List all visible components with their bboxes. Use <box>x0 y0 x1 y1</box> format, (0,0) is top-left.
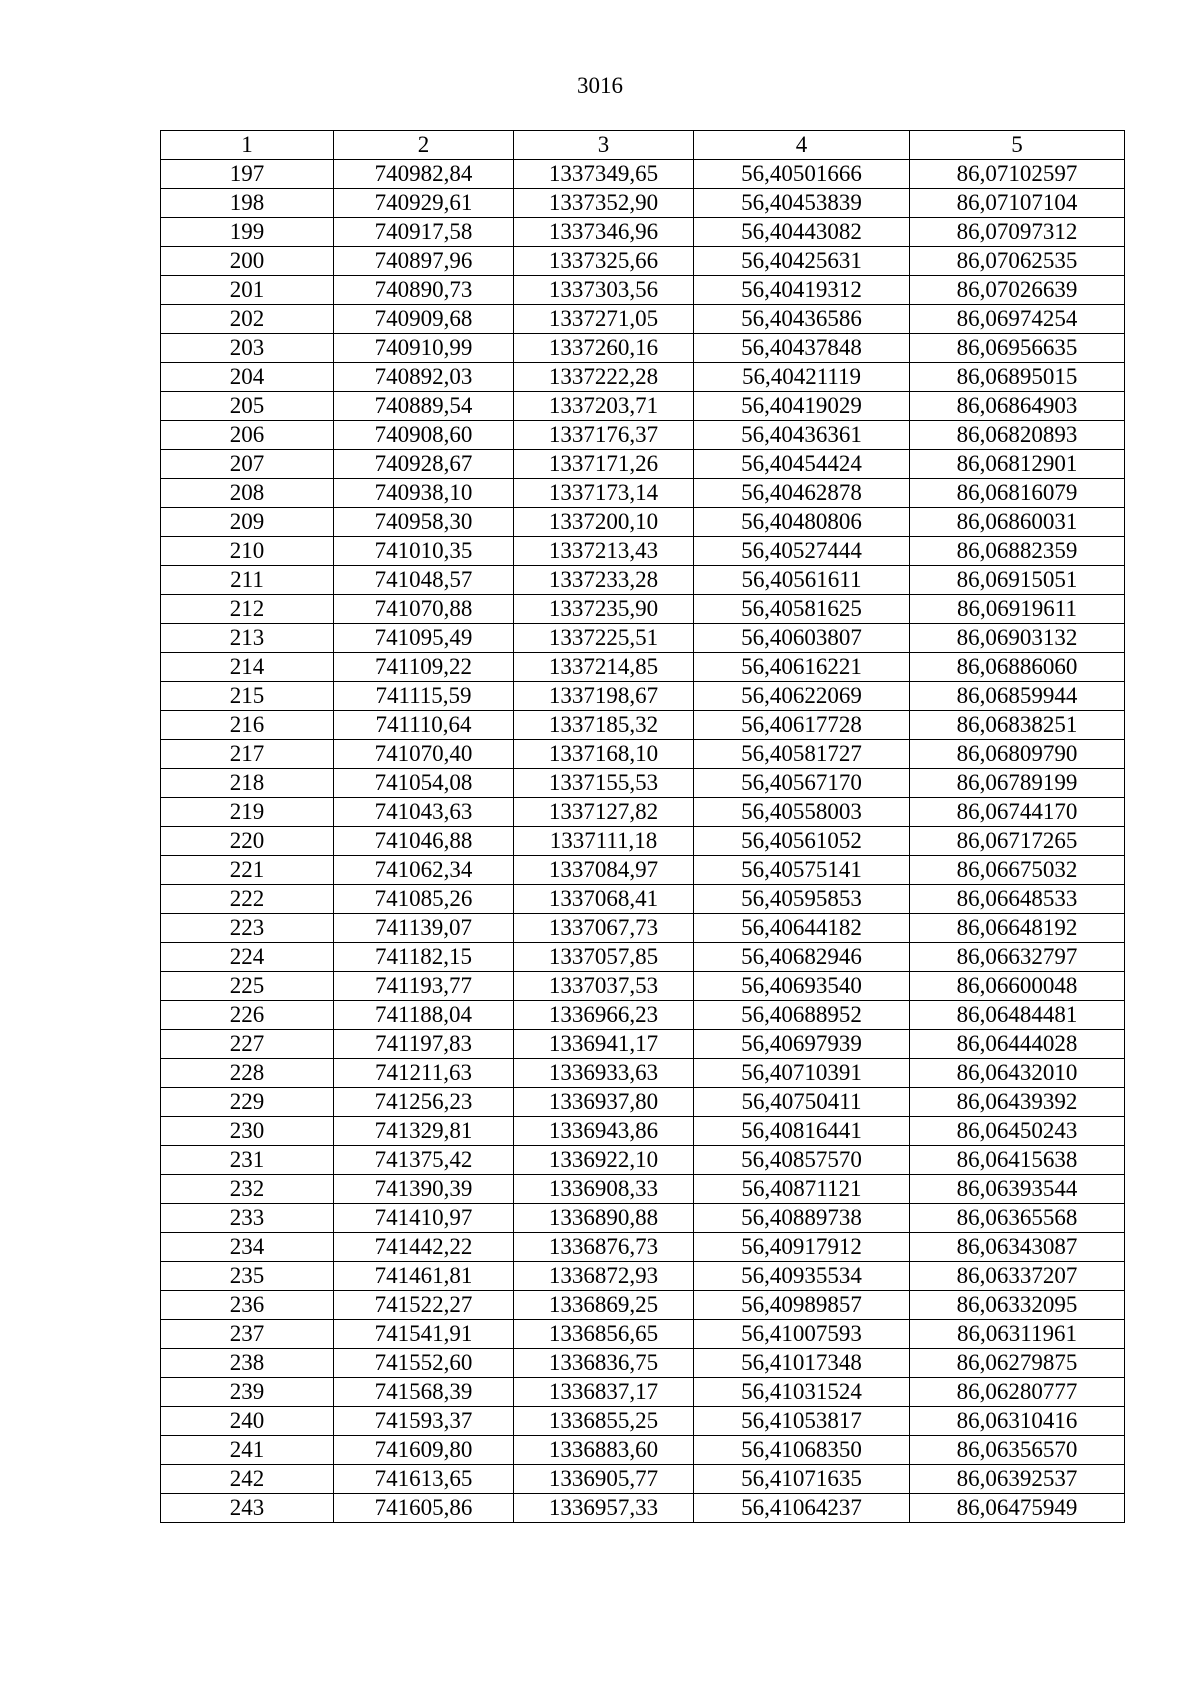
table-cell-col-2: 741109,22 <box>334 653 514 682</box>
table-cell-col-1: 224 <box>161 943 334 972</box>
table-cell-col-2: 741046,88 <box>334 827 514 856</box>
table-cell-col-4: 56,40436586 <box>694 305 910 334</box>
table-cell-col-3: 1336869,25 <box>514 1291 694 1320</box>
table-cell-col-5: 86,06789199 <box>910 769 1125 798</box>
table-cell-col-1: 234 <box>161 1233 334 1262</box>
table-cell-col-3: 1337168,10 <box>514 740 694 769</box>
table-cell-col-4: 56,40419029 <box>694 392 910 421</box>
table-cell-col-5: 86,06332095 <box>910 1291 1125 1320</box>
table-cell-col-5: 86,06311961 <box>910 1320 1125 1349</box>
table-cell-col-3: 1336941,17 <box>514 1030 694 1059</box>
table-cell-col-1: 237 <box>161 1320 334 1349</box>
table-cell-col-4: 56,41017348 <box>694 1349 910 1378</box>
table-row <box>161 1175 1125 1204</box>
table-cell-col-2: 741085,26 <box>334 885 514 914</box>
table-cell-col-4: 56,40425631 <box>694 247 910 276</box>
table-cell-col-1: 212 <box>161 595 334 624</box>
table-row <box>161 508 1125 537</box>
table-cell-col-3: 1336837,17 <box>514 1378 694 1407</box>
table-cell-col-1: 210 <box>161 537 334 566</box>
table-cell-col-5: 86,06838251 <box>910 711 1125 740</box>
table-row <box>161 537 1125 566</box>
table-cell-col-1: 205 <box>161 392 334 421</box>
table-cell-col-4: 56,40581727 <box>694 740 910 769</box>
table-cell-col-1: 207 <box>161 450 334 479</box>
table-cell-col-3: 1337233,28 <box>514 566 694 595</box>
table-cell-col-3: 1337067,73 <box>514 914 694 943</box>
table-cell-col-5: 86,06864903 <box>910 392 1125 421</box>
table-cell-col-3: 1337235,90 <box>514 595 694 624</box>
table-cell-col-5: 86,06432010 <box>910 1059 1125 1088</box>
table-cell-col-1: 236 <box>161 1291 334 1320</box>
table-cell-col-1: 225 <box>161 972 334 1001</box>
table-row <box>161 653 1125 682</box>
table-header <box>161 131 1125 160</box>
table-cell-col-5: 86,06439392 <box>910 1088 1125 1117</box>
table-cell-col-5: 86,07062535 <box>910 247 1125 276</box>
table-cell-col-2: 741048,57 <box>334 566 514 595</box>
table-row <box>161 305 1125 334</box>
table-cell-col-1: 201 <box>161 276 334 305</box>
table-cell-col-1: 216 <box>161 711 334 740</box>
table-cell-col-2: 740897,96 <box>334 247 514 276</box>
table-cell-col-4: 56,40644182 <box>694 914 910 943</box>
table-cell-col-5: 86,06903132 <box>910 624 1125 653</box>
table-cell-col-5: 86,06310416 <box>910 1407 1125 1436</box>
table-cell-col-1: 204 <box>161 363 334 392</box>
table-row <box>161 856 1125 885</box>
table-row <box>161 189 1125 218</box>
table-cell-col-5: 86,06648533 <box>910 885 1125 914</box>
table-cell-col-3: 1336933,63 <box>514 1059 694 1088</box>
table-cell-col-2: 741390,39 <box>334 1175 514 1204</box>
table-cell-col-4: 56,40616221 <box>694 653 910 682</box>
table-row <box>161 1146 1125 1175</box>
table-row <box>161 363 1125 392</box>
table-cell-col-1: 213 <box>161 624 334 653</box>
table-row <box>161 827 1125 856</box>
table-cell-col-4: 56,40558003 <box>694 798 910 827</box>
table-cell-col-3: 1336872,93 <box>514 1262 694 1291</box>
table-cell-col-4: 56,40603807 <box>694 624 910 653</box>
table-cell-col-3: 1337176,37 <box>514 421 694 450</box>
table-cell-col-5: 86,06393544 <box>910 1175 1125 1204</box>
table-cell-col-2: 741541,91 <box>334 1320 514 1349</box>
table-cell-col-4: 56,40750411 <box>694 1088 910 1117</box>
table-cell-col-3: 1337111,18 <box>514 827 694 856</box>
table-row <box>161 740 1125 769</box>
table-cell-col-2: 741211,63 <box>334 1059 514 1088</box>
table-cell-col-2: 741062,34 <box>334 856 514 885</box>
table-cell-col-4: 56,41064237 <box>694 1494 910 1523</box>
table-cell-col-2: 740889,54 <box>334 392 514 421</box>
table-cell-col-3: 1337155,53 <box>514 769 694 798</box>
table-cell-col-1: 208 <box>161 479 334 508</box>
table-cell-col-2: 741605,86 <box>334 1494 514 1523</box>
table-cell-col-5: 86,06279875 <box>910 1349 1125 1378</box>
table-cell-col-1: 209 <box>161 508 334 537</box>
table-cell-col-4: 56,40567170 <box>694 769 910 798</box>
table-cell-col-3: 1337171,26 <box>514 450 694 479</box>
table-cell-col-1: 232 <box>161 1175 334 1204</box>
table-cell-col-2: 740928,67 <box>334 450 514 479</box>
table-row <box>161 1059 1125 1088</box>
table-cell-col-1: 218 <box>161 769 334 798</box>
table-cell-col-2: 741442,22 <box>334 1233 514 1262</box>
table-cell-col-1: 231 <box>161 1146 334 1175</box>
table-row <box>161 1262 1125 1291</box>
table-cell-col-2: 741197,83 <box>334 1030 514 1059</box>
header-cell-5: 5 <box>910 131 1125 160</box>
table-cell-col-4: 56,41031524 <box>694 1378 910 1407</box>
table-row <box>161 769 1125 798</box>
table-cell-col-5: 86,06816079 <box>910 479 1125 508</box>
table-cell-col-5: 86,06280777 <box>910 1378 1125 1407</box>
table-cell-col-3: 1336905,77 <box>514 1465 694 1494</box>
table-cell-col-2: 740958,30 <box>334 508 514 537</box>
table-cell-col-3: 1337349,65 <box>514 160 694 189</box>
table-cell-col-2: 741568,39 <box>334 1378 514 1407</box>
table-cell-col-2: 741043,63 <box>334 798 514 827</box>
table-cell-col-3: 1336890,88 <box>514 1204 694 1233</box>
table-cell-col-4: 56,41053817 <box>694 1407 910 1436</box>
table-cell-col-2: 741329,81 <box>334 1117 514 1146</box>
table-cell-col-2: 741522,27 <box>334 1291 514 1320</box>
table-row <box>161 914 1125 943</box>
table-cell-col-4: 56,40443082 <box>694 218 910 247</box>
table-cell-col-2: 741095,49 <box>334 624 514 653</box>
table-cell-col-4: 56,40697939 <box>694 1030 910 1059</box>
coordinates-table <box>160 130 1125 1523</box>
table-cell-col-2: 741188,04 <box>334 1001 514 1030</box>
table-cell-col-4: 56,40710391 <box>694 1059 910 1088</box>
table-cell-col-5: 86,06600048 <box>910 972 1125 1001</box>
table-cell-col-1: 220 <box>161 827 334 856</box>
table-cell-col-5: 86,06356570 <box>910 1436 1125 1465</box>
table-row <box>161 450 1125 479</box>
table-cell-col-2: 740908,60 <box>334 421 514 450</box>
table-cell-col-4: 56,40575141 <box>694 856 910 885</box>
table-row <box>161 972 1125 1001</box>
table-row <box>161 218 1125 247</box>
header-cell-4: 4 <box>694 131 910 160</box>
table-cell-col-3: 1337222,28 <box>514 363 694 392</box>
table-cell-col-3: 1337325,66 <box>514 247 694 276</box>
table-cell-col-3: 1337346,96 <box>514 218 694 247</box>
table-cell-col-1: 198 <box>161 189 334 218</box>
table-cell-col-3: 1337303,56 <box>514 276 694 305</box>
table-cell-col-5: 86,07097312 <box>910 218 1125 247</box>
table-row <box>161 943 1125 972</box>
table-cell-col-4: 56,40436361 <box>694 421 910 450</box>
table-row <box>161 1117 1125 1146</box>
table-cell-col-2: 741054,08 <box>334 769 514 798</box>
table-cell-col-2: 740938,10 <box>334 479 514 508</box>
header-cell-1: 1 <box>161 131 334 160</box>
table-cell-col-2: 740892,03 <box>334 363 514 392</box>
table-row <box>161 1320 1125 1349</box>
table-cell-col-5: 86,06812901 <box>910 450 1125 479</box>
table-cell-col-1: 219 <box>161 798 334 827</box>
table-cell-col-3: 1337225,51 <box>514 624 694 653</box>
table-cell-col-2: 741609,80 <box>334 1436 514 1465</box>
table-cell-col-1: 243 <box>161 1494 334 1523</box>
table-cell-col-3: 1336883,60 <box>514 1436 694 1465</box>
table-row <box>161 1030 1125 1059</box>
table-cell-col-3: 1336966,23 <box>514 1001 694 1030</box>
table-cell-col-1: 235 <box>161 1262 334 1291</box>
table-cell-col-3: 1337214,85 <box>514 653 694 682</box>
table-row <box>161 1088 1125 1117</box>
table-cell-col-4: 56,40480806 <box>694 508 910 537</box>
header-cell-2: 2 <box>334 131 514 160</box>
table-cell-col-1: 200 <box>161 247 334 276</box>
table-cell-col-2: 741256,23 <box>334 1088 514 1117</box>
table-cell-col-4: 56,40421119 <box>694 363 910 392</box>
table-cell-col-5: 86,06392537 <box>910 1465 1125 1494</box>
table-cell-col-5: 86,07026639 <box>910 276 1125 305</box>
table-cell-col-2: 740982,84 <box>334 160 514 189</box>
table-cell-col-2: 741193,77 <box>334 972 514 1001</box>
table-cell-col-5: 86,06974254 <box>910 305 1125 334</box>
table-row <box>161 1349 1125 1378</box>
table-cell-col-1: 214 <box>161 653 334 682</box>
table-cell-col-5: 86,06717265 <box>910 827 1125 856</box>
table-row <box>161 479 1125 508</box>
table-cell-col-5: 86,06859944 <box>910 682 1125 711</box>
table-cell-col-4: 56,40917912 <box>694 1233 910 1262</box>
table-cell-col-4: 56,40622069 <box>694 682 910 711</box>
table-row <box>161 160 1125 189</box>
table-cell-col-1: 215 <box>161 682 334 711</box>
table-cell-col-5: 86,06860031 <box>910 508 1125 537</box>
table-cell-col-5: 86,06450243 <box>910 1117 1125 1146</box>
table-cell-col-2: 741070,40 <box>334 740 514 769</box>
table-cell-col-3: 1336937,80 <box>514 1088 694 1117</box>
table-cell-col-1: 199 <box>161 218 334 247</box>
table-cell-col-3: 1337198,67 <box>514 682 694 711</box>
table-cell-col-3: 1336856,65 <box>514 1320 694 1349</box>
table-cell-col-2: 740929,61 <box>334 189 514 218</box>
table-cell-col-1: 217 <box>161 740 334 769</box>
table-cell-col-4: 56,40857570 <box>694 1146 910 1175</box>
table-cell-col-3: 1337173,14 <box>514 479 694 508</box>
table-cell-col-1: 241 <box>161 1436 334 1465</box>
table-cell-col-1: 242 <box>161 1465 334 1494</box>
table-row <box>161 1291 1125 1320</box>
table-cell-col-3: 1337057,85 <box>514 943 694 972</box>
table-row <box>161 1494 1125 1523</box>
table-cell-col-4: 56,40989857 <box>694 1291 910 1320</box>
table-cell-col-1: 233 <box>161 1204 334 1233</box>
table-cell-col-2: 741110,64 <box>334 711 514 740</box>
table-cell-col-4: 56,41071635 <box>694 1465 910 1494</box>
table-cell-col-4: 56,40454424 <box>694 450 910 479</box>
table-cell-col-1: 227 <box>161 1030 334 1059</box>
table-cell-col-3: 1337037,53 <box>514 972 694 1001</box>
table-cell-col-4: 56,40419312 <box>694 276 910 305</box>
page-number: 3016 <box>577 73 623 98</box>
table-row <box>161 247 1125 276</box>
table-cell-col-2: 740917,58 <box>334 218 514 247</box>
table-cell-col-4: 56,40561052 <box>694 827 910 856</box>
table-cell-col-1: 230 <box>161 1117 334 1146</box>
table-cell-col-4: 56,40935534 <box>694 1262 910 1291</box>
table-cell-col-4: 56,40595853 <box>694 885 910 914</box>
table-cell-col-3: 1336876,73 <box>514 1233 694 1262</box>
table-row <box>161 1465 1125 1494</box>
table-cell-col-2: 741139,07 <box>334 914 514 943</box>
table-cell-col-2: 740909,68 <box>334 305 514 334</box>
table-cell-col-4: 56,40453839 <box>694 189 910 218</box>
table-cell-col-2: 741593,37 <box>334 1407 514 1436</box>
table-cell-col-5: 86,07107104 <box>910 189 1125 218</box>
table-cell-col-5: 86,06915051 <box>910 566 1125 595</box>
table-cell-col-5: 86,06895015 <box>910 363 1125 392</box>
table-cell-col-3: 1337203,71 <box>514 392 694 421</box>
table-cell-col-3: 1336943,86 <box>514 1117 694 1146</box>
table-row <box>161 1407 1125 1436</box>
table-cell-col-5: 86,06886060 <box>910 653 1125 682</box>
table-cell-col-5: 86,07102597 <box>910 160 1125 189</box>
table-cell-col-3: 1337127,82 <box>514 798 694 827</box>
table-cell-col-1: 229 <box>161 1088 334 1117</box>
table-cell-col-3: 1337213,43 <box>514 537 694 566</box>
table-cell-col-5: 86,06809790 <box>910 740 1125 769</box>
table-cell-col-3: 1337068,41 <box>514 885 694 914</box>
table-cell-col-1: 197 <box>161 160 334 189</box>
table-cell-col-4: 56,40437848 <box>694 334 910 363</box>
table-cell-col-3: 1337271,05 <box>514 305 694 334</box>
table-cell-col-1: 239 <box>161 1378 334 1407</box>
table-cell-col-5: 86,06444028 <box>910 1030 1125 1059</box>
table-row <box>161 566 1125 595</box>
table-cell-col-4: 56,40462878 <box>694 479 910 508</box>
table-cell-col-1: 211 <box>161 566 334 595</box>
table-cell-col-1: 228 <box>161 1059 334 1088</box>
table-cell-col-1: 222 <box>161 885 334 914</box>
header-cell-3: 3 <box>514 131 694 160</box>
table-cell-col-5: 86,06475949 <box>910 1494 1125 1523</box>
table-cell-col-4: 56,40561611 <box>694 566 910 595</box>
table-row <box>161 421 1125 450</box>
table-cell-col-1: 221 <box>161 856 334 885</box>
table-cell-col-2: 741010,35 <box>334 537 514 566</box>
table-cell-col-5: 86,06648192 <box>910 914 1125 943</box>
table-row <box>161 334 1125 363</box>
table-row <box>161 798 1125 827</box>
table-cell-col-2: 741613,65 <box>334 1465 514 1494</box>
header-row <box>161 131 1125 160</box>
table-cell-col-5: 86,06343087 <box>910 1233 1125 1262</box>
table-cell-col-5: 86,06337207 <box>910 1262 1125 1291</box>
table-cell-col-1: 240 <box>161 1407 334 1436</box>
table-cell-col-4: 56,40581625 <box>694 595 910 624</box>
table-cell-col-4: 56,40816441 <box>694 1117 910 1146</box>
table-cell-col-2: 741070,88 <box>334 595 514 624</box>
table-cell-col-4: 56,40889738 <box>694 1204 910 1233</box>
table-cell-col-1: 202 <box>161 305 334 334</box>
table-cell-col-3: 1336908,33 <box>514 1175 694 1204</box>
table-cell-col-1: 238 <box>161 1349 334 1378</box>
table-cell-col-4: 56,41007593 <box>694 1320 910 1349</box>
table-cell-col-2: 741461,81 <box>334 1262 514 1291</box>
table-row <box>161 1378 1125 1407</box>
table-cell-col-5: 86,06415638 <box>910 1146 1125 1175</box>
table-body <box>161 160 1125 1523</box>
table-cell-col-3: 1336836,75 <box>514 1349 694 1378</box>
table-row <box>161 1001 1125 1030</box>
table-row <box>161 276 1125 305</box>
table-cell-col-4: 56,41068350 <box>694 1436 910 1465</box>
table-cell-col-1: 206 <box>161 421 334 450</box>
table-row <box>161 1436 1125 1465</box>
table-cell-col-4: 56,40527444 <box>694 537 910 566</box>
table-cell-col-5: 86,06744170 <box>910 798 1125 827</box>
table-cell-col-2: 741552,60 <box>334 1349 514 1378</box>
table-cell-col-2: 741375,42 <box>334 1146 514 1175</box>
table-row <box>161 885 1125 914</box>
table-cell-col-3: 1336855,25 <box>514 1407 694 1436</box>
table-cell-col-3: 1336957,33 <box>514 1494 694 1523</box>
table-cell-col-5: 86,06919611 <box>910 595 1125 624</box>
table-cell-col-1: 226 <box>161 1001 334 1030</box>
table-cell-col-4: 56,40682946 <box>694 943 910 972</box>
table-row <box>161 595 1125 624</box>
table-cell-col-2: 741410,97 <box>334 1204 514 1233</box>
table-cell-col-2: 740890,73 <box>334 276 514 305</box>
table-cell-col-3: 1337185,32 <box>514 711 694 740</box>
table-cell-col-1: 203 <box>161 334 334 363</box>
table-cell-col-5: 86,06484481 <box>910 1001 1125 1030</box>
table-cell-col-3: 1337084,97 <box>514 856 694 885</box>
table-row <box>161 682 1125 711</box>
table-cell-col-2: 741115,59 <box>334 682 514 711</box>
table-cell-col-4: 56,40501666 <box>694 160 910 189</box>
table-row <box>161 711 1125 740</box>
table-cell-col-4: 56,40871121 <box>694 1175 910 1204</box>
table-cell-col-4: 56,40688952 <box>694 1001 910 1030</box>
table-cell-col-2: 740910,99 <box>334 334 514 363</box>
table-cell-col-5: 86,06632797 <box>910 943 1125 972</box>
table-cell-col-4: 56,40617728 <box>694 711 910 740</box>
table-row <box>161 1233 1125 1262</box>
table-cell-col-3: 1337352,90 <box>514 189 694 218</box>
table-cell-col-3: 1337200,10 <box>514 508 694 537</box>
table-cell-col-2: 741182,15 <box>334 943 514 972</box>
table-cell-col-3: 1337260,16 <box>514 334 694 363</box>
table-cell-col-4: 56,40693540 <box>694 972 910 1001</box>
table-cell-col-1: 223 <box>161 914 334 943</box>
table-cell-col-5: 86,06675032 <box>910 856 1125 885</box>
table-row <box>161 392 1125 421</box>
table-row <box>161 624 1125 653</box>
table-cell-col-3: 1336922,10 <box>514 1146 694 1175</box>
table-cell-col-5: 86,06882359 <box>910 537 1125 566</box>
table-row <box>161 1204 1125 1233</box>
table-cell-col-5: 86,06365568 <box>910 1204 1125 1233</box>
table-cell-col-5: 86,06820893 <box>910 421 1125 450</box>
table-cell-col-5: 86,06956635 <box>910 334 1125 363</box>
